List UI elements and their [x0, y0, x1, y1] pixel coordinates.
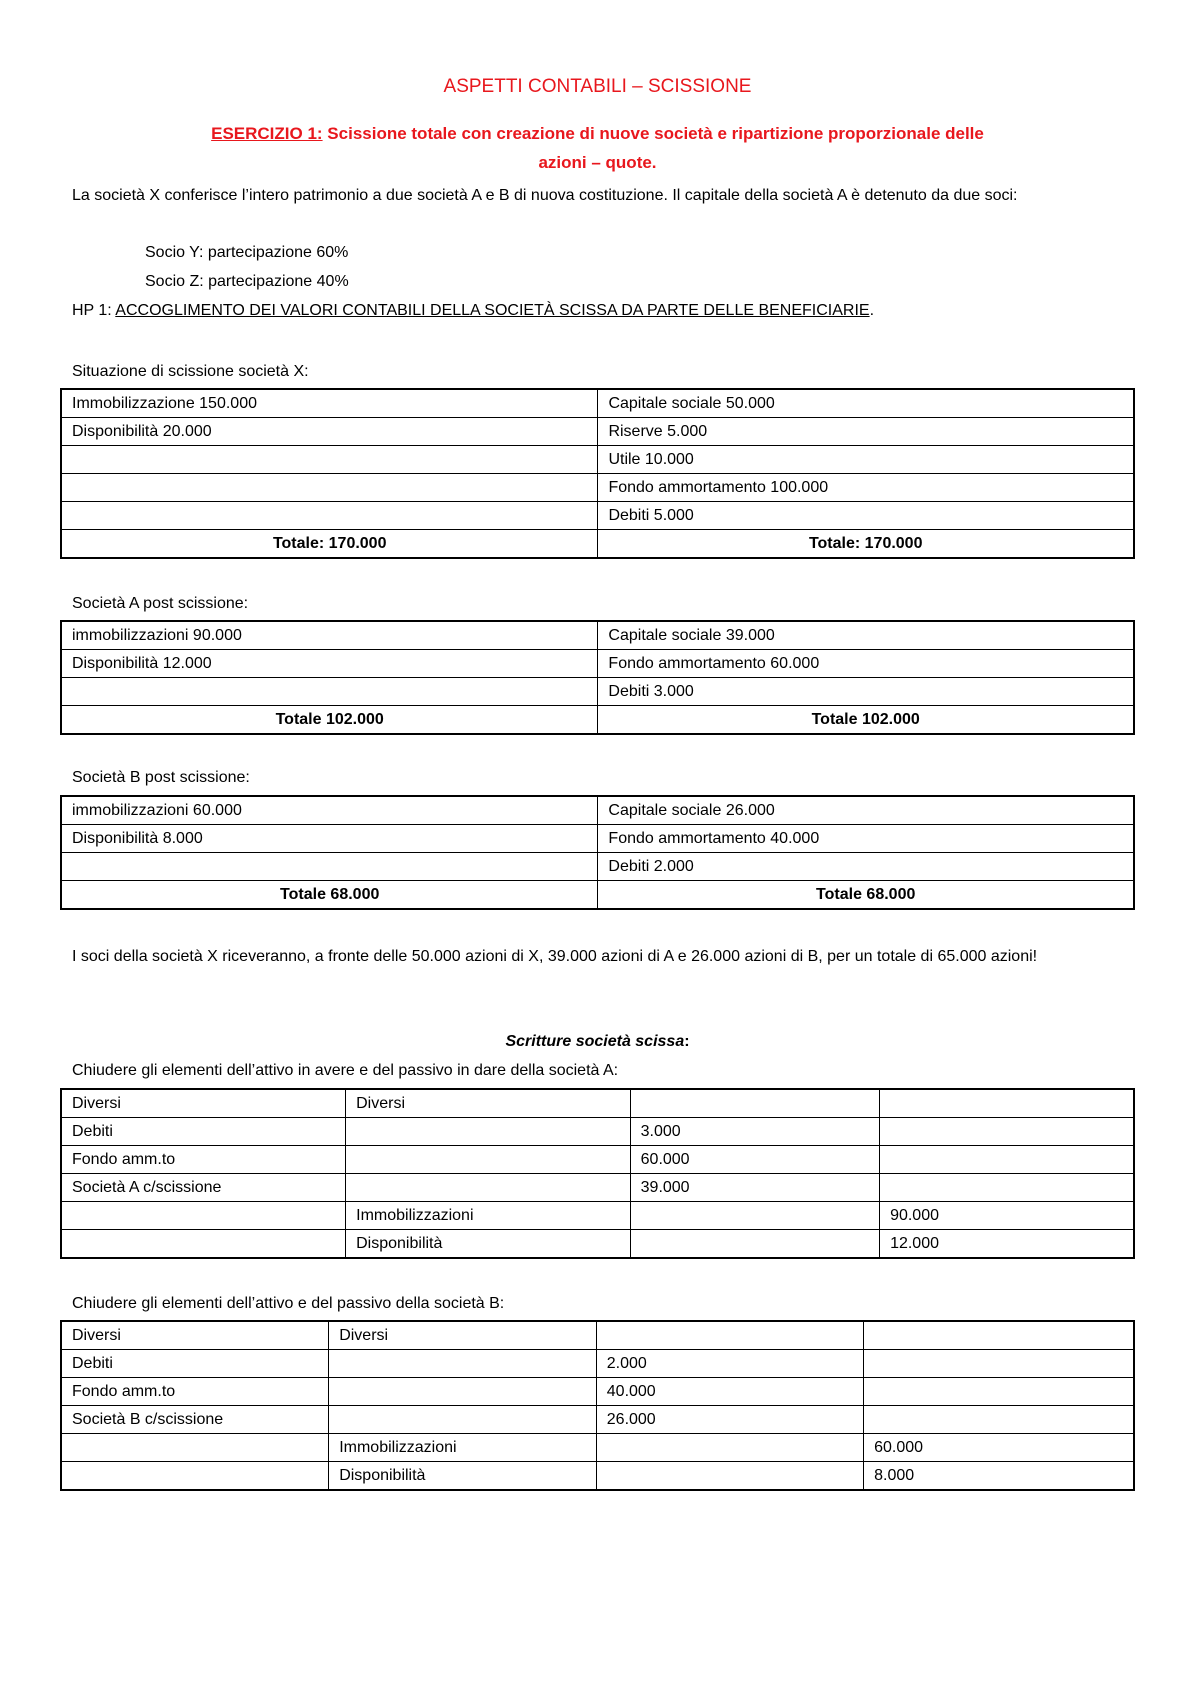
societa-b-totals-row	[61, 881, 1134, 910]
journal-a-cell: Diversi	[61, 1089, 346, 1118]
journal-a-cell: 39.000	[630, 1174, 879, 1202]
societa-a-row	[61, 621, 1134, 650]
journal-b-cell	[864, 1321, 1134, 1350]
situazione-x-passivo-cell: Utile 10.000	[598, 446, 1134, 474]
journal-b-caption: Chiudere gli elementi dell’attivo e del passivo della società B:	[72, 1295, 505, 1312]
journal-b-row	[61, 1406, 1134, 1434]
journal-b-cell	[596, 1321, 863, 1350]
journal-b-row	[61, 1378, 1134, 1406]
journal-a-cell	[880, 1118, 1134, 1146]
journal-a-cell: Immobilizzazioni	[346, 1202, 631, 1230]
societa-b-table	[60, 795, 1135, 910]
societa-a-passivo-cell: Capitale sociale 39.000	[598, 621, 1134, 650]
journal-b-cell: Debiti	[61, 1350, 329, 1378]
situazione-x-table	[60, 388, 1135, 559]
journal-b-cell: Diversi	[61, 1321, 329, 1350]
societa-a-row	[61, 650, 1134, 678]
journal-b-cell: Immobilizzazioni	[329, 1434, 597, 1462]
journal-b-cell	[329, 1378, 597, 1406]
journal-b-cell: Diversi	[329, 1321, 597, 1350]
intro-paragraph: La società X conferisce l’intero patrimonio a due società A e B di nuova costituzione. Il capitale della società A è detenuto da due soci:	[72, 187, 1018, 204]
journal-a-cell	[61, 1230, 346, 1259]
journal-a-cell: Debiti	[61, 1118, 346, 1146]
situazione-x-caption: Situazione di scissione società X:	[72, 363, 309, 380]
societa-a-passivo-cell: Fondo ammortamento 60.000	[598, 650, 1134, 678]
journal-b-row	[61, 1321, 1134, 1350]
situazione-x-total-cell: Totale: 170.000	[61, 530, 598, 559]
journal-b-cell: 60.000	[864, 1434, 1134, 1462]
journal-a-cell	[630, 1230, 879, 1259]
hypothesis	[72, 302, 874, 320]
situazione-x-attivo-cell	[61, 474, 598, 502]
societa-a-row	[61, 678, 1134, 706]
societa-a-attivo-cell: Disponibilità 12.000	[61, 650, 598, 678]
journal-a-cell: 12.000	[880, 1230, 1134, 1259]
journal-a-row	[61, 1202, 1134, 1230]
societa-b-passivo-cell: Debiti 2.000	[598, 853, 1134, 881]
societa-a-table	[60, 620, 1135, 735]
journal-b-table	[60, 1320, 1135, 1491]
situazione-x-total-cell: Totale: 170.000	[598, 530, 1134, 559]
journal-b-row	[61, 1434, 1134, 1462]
situazione-x-passivo-cell: Fondo ammortamento 100.000	[598, 474, 1134, 502]
societa-b-row	[61, 796, 1134, 825]
journal-a-cell	[346, 1146, 631, 1174]
document-title: ASPETTI CONTABILI – SCISSIONE	[443, 76, 752, 97]
societa-b-caption: Società B post scissione:	[72, 769, 250, 786]
societa-b-total-cell: Totale 68.000	[598, 881, 1134, 910]
societa-b-row	[61, 853, 1134, 881]
societa-a-attivo-cell: immobilizzazioni 90.000	[61, 621, 598, 650]
journal-a-row	[61, 1118, 1134, 1146]
journal-b-cell	[864, 1350, 1134, 1378]
journal-b-cell: 8.000	[864, 1462, 1134, 1491]
journal-a-cell	[630, 1089, 879, 1118]
journal-a-cell: 3.000	[630, 1118, 879, 1146]
societa-b-attivo-cell	[61, 853, 598, 881]
scritture-heading	[60, 1033, 1135, 1051]
societa-b-passivo-cell: Capitale sociale 26.000	[598, 796, 1134, 825]
journal-b-cell	[864, 1406, 1134, 1434]
situazione-x-passivo-cell: Debiti 5.000	[598, 502, 1134, 530]
exercise-heading	[60, 124, 1135, 144]
situazione-x-attivo-cell: Immobilizzazione 150.000	[61, 389, 598, 418]
journal-a-row	[61, 1146, 1134, 1174]
journal-b-cell	[864, 1378, 1134, 1406]
situazione-x-passivo-cell: Capitale sociale 50.000	[598, 389, 1134, 418]
societa-b-total-cell: Totale 68.000	[61, 881, 598, 910]
journal-a-cell	[880, 1174, 1134, 1202]
situazione-x-attivo-cell	[61, 502, 598, 530]
hp-label: HP 1:	[72, 302, 116, 319]
societa-a-total-cell: Totale 102.000	[61, 706, 598, 735]
journal-a-cell	[880, 1089, 1134, 1118]
societa-b-attivo-cell: immobilizzazioni 60.000	[61, 796, 598, 825]
journal-a-cell: Società A c/scissione	[61, 1174, 346, 1202]
scritture-title: Scritture società scissa	[505, 1033, 685, 1050]
situazione-x-attivo-cell	[61, 446, 598, 474]
exercise-text-line2: azioni – quote.	[538, 153, 657, 172]
journal-b-cell: 40.000	[596, 1378, 863, 1406]
journal-b-cell	[61, 1434, 329, 1462]
situazione-x-row	[61, 474, 1134, 502]
journal-a-table	[60, 1088, 1135, 1259]
situazione-x-attivo-cell: Disponibilità 20.000	[61, 418, 598, 446]
journal-b-cell	[61, 1462, 329, 1491]
journal-a-cell	[61, 1202, 346, 1230]
hp-end: .	[869, 302, 875, 319]
socio-y: Socio Y: partecipazione 60%	[145, 244, 349, 261]
situazione-x-totals-row	[61, 530, 1134, 559]
journal-b-cell	[596, 1434, 863, 1462]
societa-a-totals-row	[61, 706, 1134, 735]
societa-b-attivo-cell: Disponibilità 8.000	[61, 825, 598, 853]
journal-b-cell	[596, 1462, 863, 1491]
journal-a-row	[61, 1089, 1134, 1118]
journal-b-cell: 26.000	[596, 1406, 863, 1434]
journal-b-cell: 2.000	[596, 1350, 863, 1378]
journal-b-cell: Società B c/scissione	[61, 1406, 329, 1434]
situazione-x-row	[61, 502, 1134, 530]
exercise-text-line1: Scissione totale con creazione di nuove società e ripartizione proporzionale delle	[322, 124, 984, 143]
exercise-label: ESERCIZIO 1:	[211, 124, 323, 143]
journal-b-cell: Disponibilità	[329, 1462, 597, 1491]
journal-b-cell	[329, 1406, 597, 1434]
journal-b-row	[61, 1350, 1134, 1378]
journal-a-cell	[346, 1118, 631, 1146]
societa-a-passivo-cell: Debiti 3.000	[598, 678, 1134, 706]
journal-a-cell: Fondo amm.to	[61, 1146, 346, 1174]
situazione-x-row	[61, 446, 1134, 474]
situazione-x-passivo-cell: Riserve 5.000	[598, 418, 1134, 446]
journal-a-row	[61, 1230, 1134, 1259]
societa-a-caption: Società A post scissione:	[72, 595, 249, 612]
journal-a-cell: 60.000	[630, 1146, 879, 1174]
situazione-x-row	[61, 418, 1134, 446]
journal-a-cell: Disponibilità	[346, 1230, 631, 1259]
societa-b-row	[61, 825, 1134, 853]
hp-text: ACCOGLIMENTO DEI VALORI CONTABILI DELLA SOCIETÀ SCISSA DA PARTE DELLE BENEFICIARIE	[115, 302, 870, 319]
societa-a-attivo-cell	[61, 678, 598, 706]
journal-b-cell	[329, 1350, 597, 1378]
societa-b-passivo-cell: Fondo ammortamento 40.000	[598, 825, 1134, 853]
journal-a-cell	[346, 1174, 631, 1202]
situazione-x-row	[61, 389, 1134, 418]
journal-a-cell	[630, 1202, 879, 1230]
journal-a-caption: Chiudere gli elementi dell’attivo in avere e del passivo in dare della società A:	[72, 1062, 619, 1079]
journal-b-row	[61, 1462, 1134, 1491]
journal-b-cell: Fondo amm.to	[61, 1378, 329, 1406]
scritture-title-end: :	[684, 1033, 690, 1050]
journal-a-row	[61, 1174, 1134, 1202]
soci-note: I soci della società X riceveranno, a fronte delle 50.000 azioni di X, 39.000 azioni di A e 26.000 azioni di B, per un totale di 65.000 azioni!	[72, 948, 1038, 965]
societa-a-total-cell: Totale 102.000	[598, 706, 1134, 735]
journal-a-cell	[880, 1146, 1134, 1174]
socio-z: Socio Z: partecipazione 40%	[145, 273, 349, 290]
journal-a-cell: Diversi	[346, 1089, 631, 1118]
journal-a-cell: 90.000	[880, 1202, 1134, 1230]
